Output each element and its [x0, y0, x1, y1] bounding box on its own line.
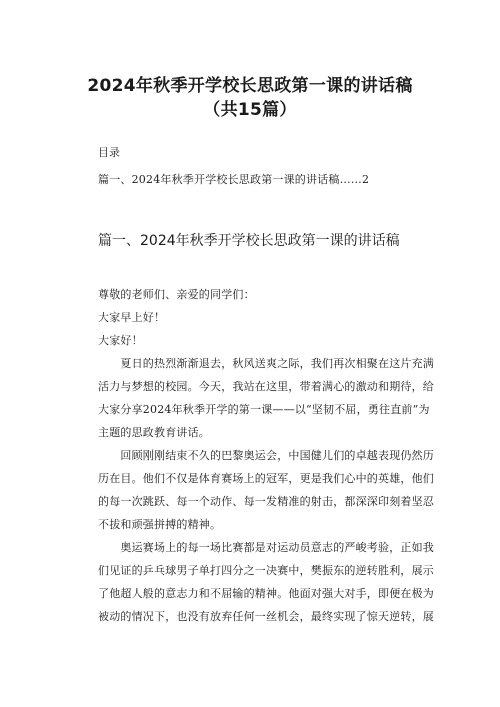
paragraph-line: 的每一次跳跃、每一个动作、每一发精准的射击，都深深印刻着坚忍 — [98, 495, 434, 508]
document-subtitle: （共15篇） — [203, 100, 297, 120]
paragraph-line: 夏日的热烈渐渐退去，秋风送爽之际，我们再次相聚在这片充满 — [98, 357, 434, 370]
paragraph-line: 历在目。他们不仅是体育赛场上的冠军，更是我们心中的英雄，他们 — [98, 472, 434, 485]
salutation: 尊敬的老师们、亲爱的同学们： — [98, 288, 255, 301]
toc-heading: 目录 — [98, 146, 120, 159]
section-title: 篇一、2024年秋季开学校长思政第一课的讲话稿 — [98, 233, 400, 249]
greeting-line: 大家早上好！ — [98, 311, 166, 324]
paragraph-line: 回顾刚刚结束不久的巴黎奥运会，中国健儿们的卓越表现仍然历 — [98, 449, 434, 462]
paragraph-line: 们见证的乒乓球男子单打四分之一决赛中，樊振东的逆转胜利，展示 — [98, 564, 434, 577]
paragraph-line: 被动的情况下，也没有放弃任何一丝机会，最终实现了惊天逆转，展 — [98, 610, 434, 623]
paragraph-line: 不拔和顽强拼搏的精神。 — [98, 518, 222, 531]
paragraph-line: 大家分享2024年秋季开学的第一课——以“坚韧不屈，勇往直前”为 — [98, 403, 430, 416]
toc-entry[interactable]: 篇一、2024年秋季开学校长思政第一课的讲话稿……2 — [98, 173, 370, 186]
document-title: 2024年秋季开学校长思政第一课的讲话稿 — [87, 76, 413, 96]
paragraph-line: 奥运赛场上的每一场比赛都是对运动员意志的严峻考验，正如我 — [98, 541, 434, 554]
paragraph-line: 主题的思政教育讲话。 — [98, 426, 210, 439]
paragraph-line: 活力与梦想的校园。今天，我站在这里，带着满心的激动和期待，给 — [98, 380, 434, 393]
greeting-line: 大家好！ — [98, 334, 143, 347]
paragraph-line: 了他超人般的意志力和不屈输的精神。他面对强大对手，即便在极为 — [98, 587, 434, 600]
